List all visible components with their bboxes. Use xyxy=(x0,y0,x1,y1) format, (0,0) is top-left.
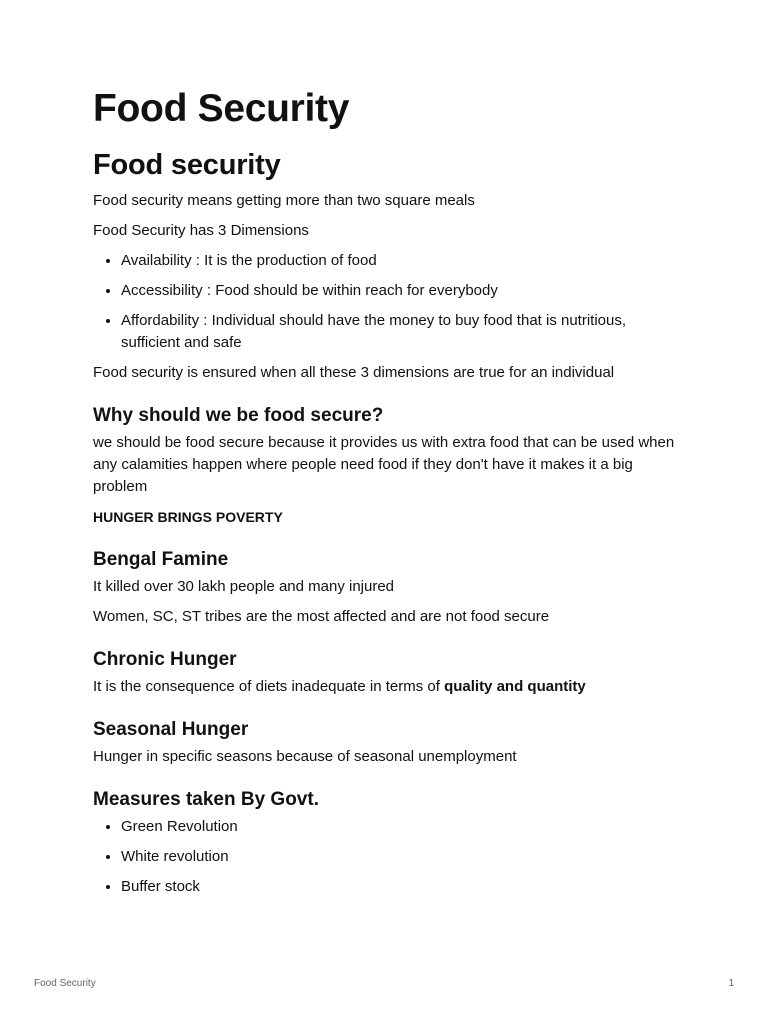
section-heading-bengal-famine: Bengal Famine xyxy=(93,549,229,570)
list-item: • White revolution xyxy=(121,846,683,868)
section-heading-chronic-hunger: Chronic Hunger xyxy=(93,649,237,670)
section-heading-why: Why should we be food secure? xyxy=(93,405,384,426)
paragraph: Food security means getting more than two square meals xyxy=(93,192,475,209)
list-item: • Availability : It is the production of food xyxy=(121,250,683,272)
paragraph-text: It is the consequence of diets inadequate in terms of xyxy=(93,678,445,695)
list-item: • Affordability : Individual should have the money to buy food that is nutritious, sufficient and safe xyxy=(121,310,683,354)
section-heading-measures: Measures taken By Govt. xyxy=(93,789,319,810)
page-title: Food Security xyxy=(93,87,350,130)
list-item: • Green Revolution xyxy=(121,816,683,838)
page-number: 1 xyxy=(728,978,734,989)
section-heading-seasonal-hunger: Seasonal Hunger xyxy=(93,719,249,740)
paragraph: Women, SC, ST tribes are the most affected and are not food secure xyxy=(93,608,550,625)
paragraph: It killed over 30 lakh people and many injured xyxy=(93,578,395,595)
dimensions-list xyxy=(93,250,683,354)
paragraph: Hunger in specific seasons because of seasonal unemployment xyxy=(93,748,517,765)
footer-title: Food Security xyxy=(34,978,96,989)
emphasis-statement: HUNGER BRINGS POVERTY xyxy=(93,509,283,525)
bold-text: quality and quantity xyxy=(444,678,586,695)
paragraph xyxy=(93,676,683,698)
measures-list xyxy=(93,816,683,898)
list-item: • Accessibility : Food should be within reach for everybody xyxy=(121,280,683,302)
list-item: • Buffer stock xyxy=(121,876,683,898)
document-page xyxy=(93,86,683,906)
paragraph: we should be food secure because it provides us with extra food that can be used when any calamities happen where people need food if they don't have it makes it a big problem xyxy=(93,434,675,495)
paragraph: Food security is ensured when all these 3 dimensions are true for an individual xyxy=(93,364,615,381)
paragraph: Food Security has 3 Dimensions xyxy=(93,222,309,239)
section-heading-food-security: Food security xyxy=(93,149,281,181)
